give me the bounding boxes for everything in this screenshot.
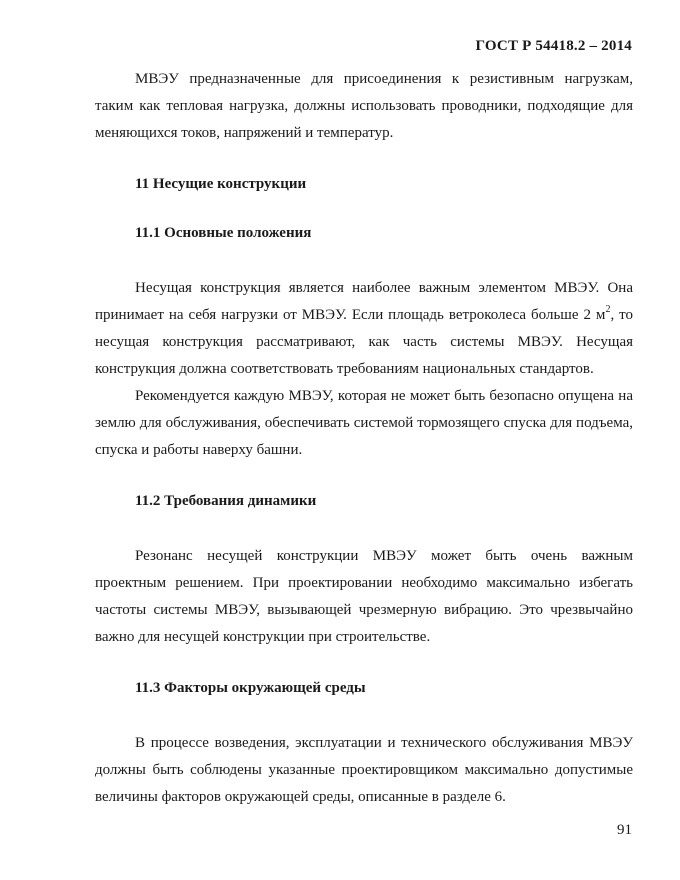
section-11-1-heading: 11.1 Основные положения <box>135 225 312 241</box>
section-11-1-paragraph-1 <box>95 275 633 383</box>
section-11-2-paragraph: Резонанс несущей конструкции МВЭУ может быть очень важным проектным решением. При проектировании необходимо максимально избегать частоты системы МВЭУ, вызывающей чрезмерную вибрацию. Это чрезвычайно важно для несущей конструкции при строительстве. <box>95 548 633 645</box>
page-content <box>95 66 633 811</box>
standard-header: ГОСТ Р 54418.2 – 2014 <box>475 38 632 54</box>
section-11-3-heading: 11.3 Факторы окружающей среды <box>135 680 366 696</box>
paragraph-text: Несущая конструкция является наиболее важным элементом МВЭУ. Она принимает на себя нагрузки от МВЭУ. Если площадь ветроколеса больше 2 м <box>95 280 633 323</box>
paragraph-text-cont: , то несущая конструкция рассматривают, как часть системы МВЭУ. Несущая конструкция должна соответствовать требованиям национальных стандартов. <box>95 307 634 377</box>
page-number: 91 <box>617 822 632 838</box>
superscript: 2 <box>605 304 611 315</box>
intro-paragraph: МВЭУ предназначенные для присоединения к резистивным нагрузкам, таким как тепловая нагрузка, должны использовать проводники, подходящие для меняющихся токов, напряжений и температур. <box>95 71 633 141</box>
section-11-heading: 11 Несущие конструкции <box>135 176 307 192</box>
section-11-2-heading: 11.2 Требования динамики <box>135 493 317 509</box>
section-11-1-paragraph-2: Рекомендуется каждую МВЭУ, которая не может быть безопасно опущена на землю для обслуживания, обеспечивать системой тормозящего спуска для подъема, спуска и работы наверху башни. <box>95 388 633 458</box>
section-11-3-paragraph: В процессе возведения, эксплуатации и технического обслуживания МВЭУ должны быть соблюдены указанные проектировщиком максимально допустимые величины факторов окружающей среды, описанные в разделе 6. <box>95 735 633 805</box>
